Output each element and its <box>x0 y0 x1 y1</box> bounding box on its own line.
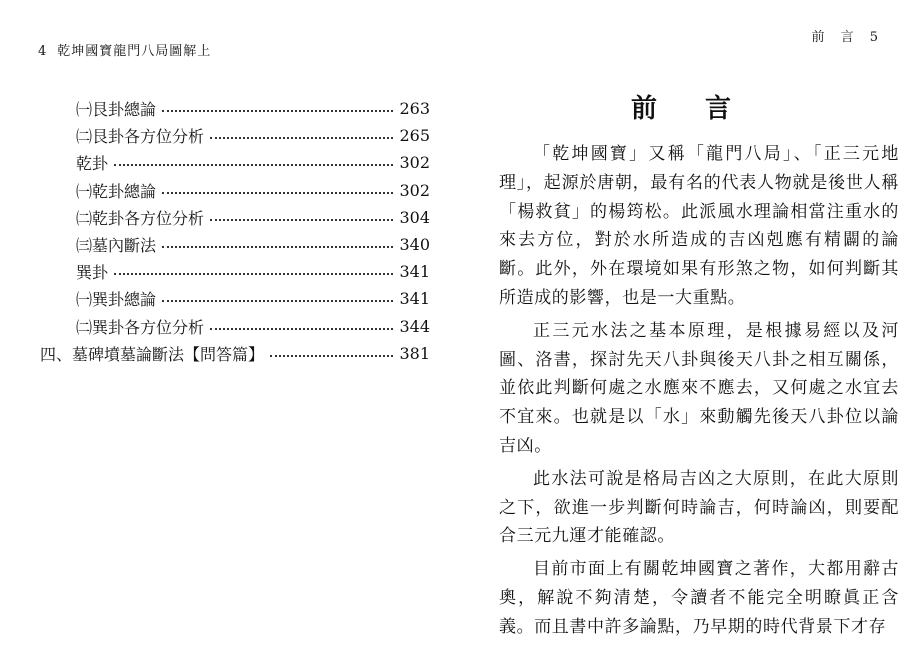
toc-entry-page: 341 <box>399 262 430 282</box>
toc-entry <box>40 231 430 258</box>
toc-entry-label: 乾卦 <box>76 154 109 174</box>
toc-entry-page: 344 <box>399 316 430 336</box>
toc-entry-label: ㈠乾卦總論 <box>76 181 157 201</box>
toc-entry <box>40 313 430 340</box>
toc-entry-page: 265 <box>399 126 430 146</box>
preface-body <box>499 140 899 646</box>
body-paragraph: 正三元水法之基本原理，是根據易經以及河圖、洛書，探討先天八卦與後天八卦之相互關係，並依此判斷何處之水應來不應去，又何處之水宜去不宜來。也就是以「水」來動觸先後天八卦位以論吉凶。 <box>499 320 899 456</box>
right-page <box>454 0 908 661</box>
toc-entry <box>40 122 430 149</box>
toc-entry-page: 302 <box>399 180 430 200</box>
toc-entry-label: ㈢墓內斷法 <box>76 236 157 256</box>
toc-leader-dots <box>114 163 393 166</box>
page-number: 4 <box>38 44 48 59</box>
toc-leader-dots <box>162 109 393 112</box>
page-number: 5 <box>869 30 884 45</box>
toc-entry-page: 302 <box>399 153 430 173</box>
toc-entry-page: 341 <box>399 289 430 309</box>
toc-leader-dots <box>270 354 393 357</box>
toc-entry <box>40 340 430 367</box>
toc-leader-dots <box>210 136 393 139</box>
toc-entry <box>40 149 430 176</box>
toc-leader-dots <box>162 245 393 248</box>
toc-entry-label: ㈡艮卦各方位分析 <box>76 127 205 147</box>
toc-leader-dots <box>162 191 393 194</box>
toc-entry <box>40 95 430 122</box>
section-name: 前 言 <box>811 30 860 45</box>
toc-entry <box>40 204 430 231</box>
toc-leader-dots <box>162 299 393 302</box>
toc-entry-label: ㈠艮卦總論 <box>76 100 157 120</box>
toc-entry <box>40 285 430 312</box>
toc-entry-label: ㈡乾卦各方位分析 <box>76 208 205 228</box>
toc-leader-dots <box>210 218 393 221</box>
running-header-left <box>38 40 211 59</box>
toc-entry-page: 340 <box>399 235 430 255</box>
toc-entry-page: 304 <box>399 207 430 227</box>
running-header-right <box>811 26 884 45</box>
toc-entry <box>40 177 430 204</box>
toc-entry <box>40 258 430 285</box>
toc-entry-page: 263 <box>399 99 430 119</box>
body-paragraph: 「乾坤國寶」又稱「龍門八局」、「正三元地理」，起源於唐朝，最有名的代表人物就是後世人稱「楊救貧」的楊筠松。此派風水理論相當注重水的來去方位，對於水所造成的吉凶剋應有精闢的論斷。此外，外在環境如果有形煞之物，如何判斷其所造成的影響，也是一大重點。 <box>499 144 899 308</box>
body-paragraph: 此水法可說是格局吉凶之大原則，在此大原則之下，欲進一步判斷何時論吉，何時論凶，則要配合三元九運才能確認。 <box>499 468 899 547</box>
table-of-contents <box>40 95 430 367</box>
book-title: 乾坤國寶龍門八局圖解上 <box>57 44 212 59</box>
toc-entry-label: 四、墓碑墳墓論斷法【問答篇】 <box>40 344 265 364</box>
toc-entry-label: 巽卦 <box>76 263 109 283</box>
body-paragraph: 目前市面上有關乾坤國寶之著作，大都用辭古奧，解說不夠清楚，令讀者不能完全明瞭眞正含義。而且書中許多論點，乃早期的時代背景下才存 <box>499 559 899 637</box>
toc-entry-label: ㈠巽卦總論 <box>76 290 157 310</box>
chapter-title: 前言 <box>630 94 779 124</box>
toc-entry-page: 381 <box>399 343 430 363</box>
toc-leader-dots <box>114 272 393 275</box>
toc-entry-label: ㈡巽卦各方位分析 <box>76 317 205 337</box>
toc-leader-dots <box>210 327 393 330</box>
